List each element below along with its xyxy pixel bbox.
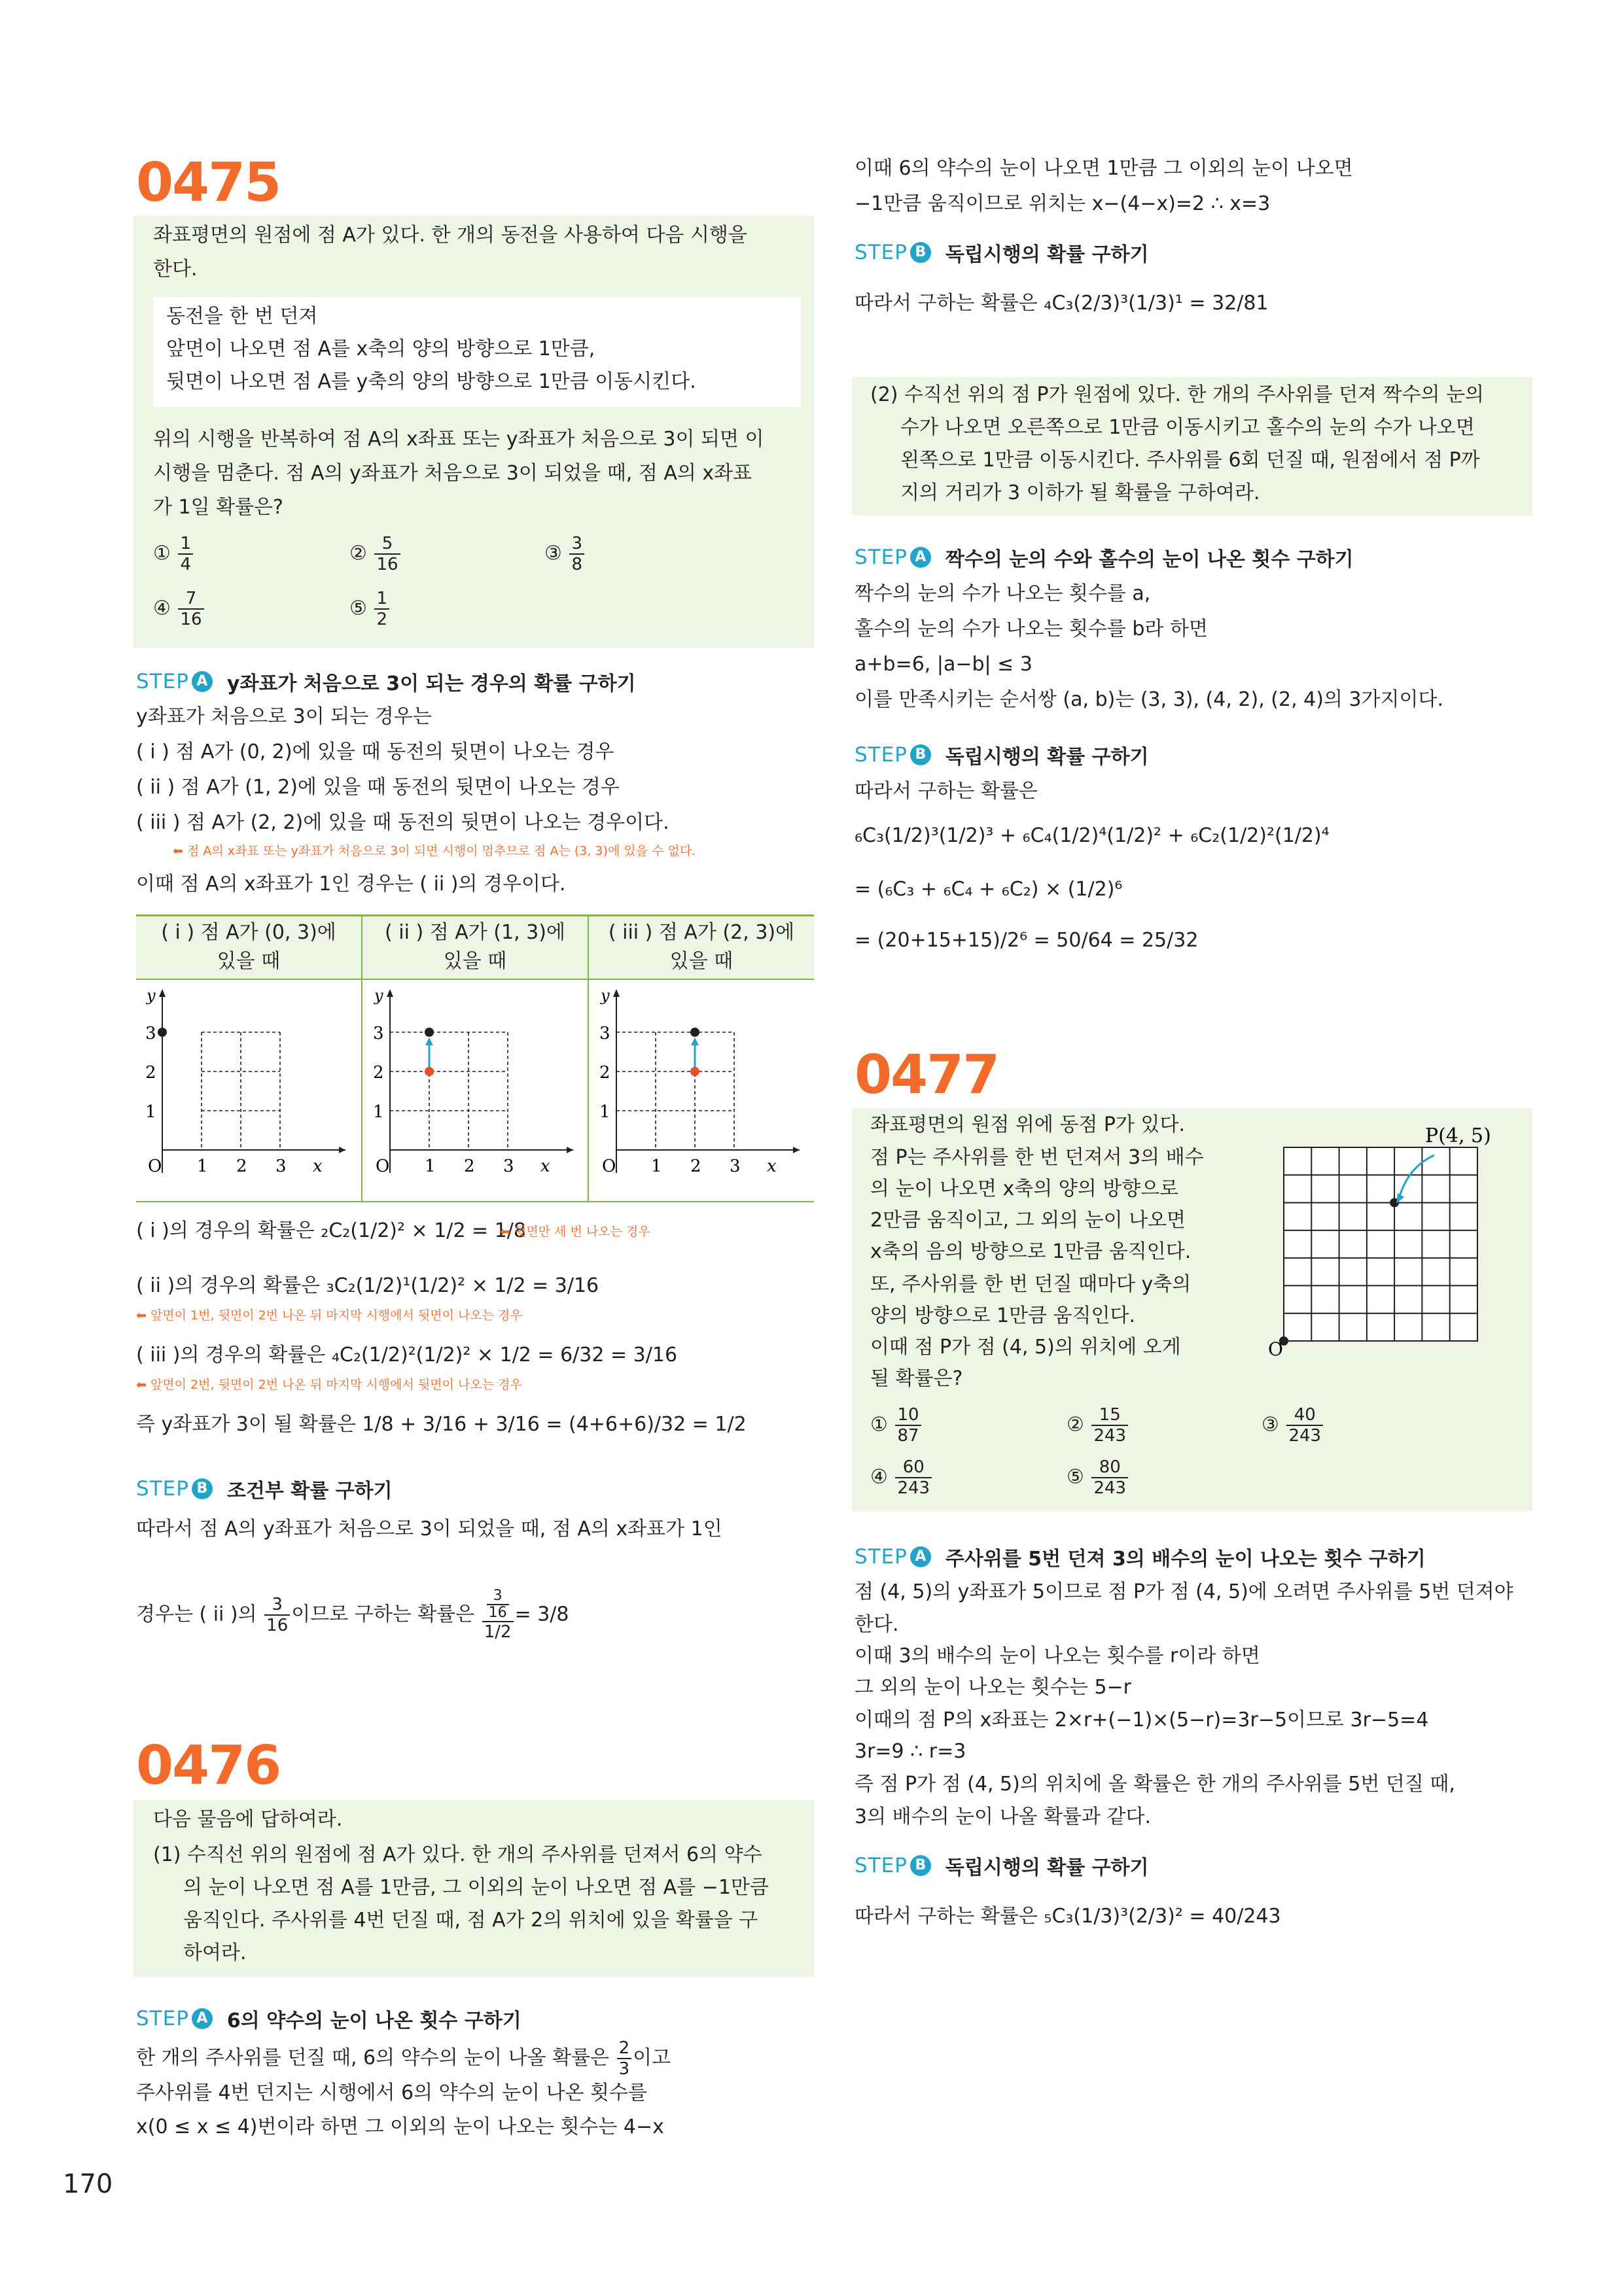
solution-text: 따라서 구하는 확률은 [855,780,1038,803]
solution-text: 이때의 점 P의 x좌표는 2×r+(−1)×(5−r)=3r−5이므로 3r−5=4 [855,1709,1429,1731]
problem-text: (1) 수직선 위의 원점에 점 A가 있다. 한 개의 주사위를 던져서 6의 약수 [153,1843,762,1866]
problem-text: 움직인다. 주사위를 4번 던질 때, 점 A가 2의 위치에 있을 확률을 구 [183,1909,758,1932]
step-b-heading: STEP B 독립시행의 확률 구하기 [855,743,1149,769]
problem-number-0475: 0475 [136,152,281,214]
solution-text: 따라서 구하는 확률은 ₅C₃(1/3)³(2/3)² = 40/243 [855,1905,1281,1928]
side-note: ⬅ 점 A의 x좌표 또는 y좌표가 처음으로 3이 되면 시행이 멈추므로 점 A는 (3, 3)에 있을 수 없다. [173,844,696,858]
problem-text: 의 눈이 나오면 점 A를 1만큼, 그 이외의 눈이 나오면 점 A를 −1만큼 [183,1876,769,1899]
tick-label: 2 [145,1063,156,1083]
question-text: 위의 시행을 반복하여 점 A의 x좌표 또는 y좌표가 처음으로 3이 되면 이 [153,428,764,451]
solution-text: ( iii ) 점 A가 (2, 2)에 있을 때 동전의 뒷면이 나오는 경우이다. [136,811,669,834]
solution-text: 따라서 구하는 확률은 ₄C₃(2/3)³(1/3)¹ = 32/81 [855,292,1269,315]
answer-option-1[interactable]: ① $\frac{10}{87}$ [870,1405,923,1446]
calc-note-3: ⬅ 앞면이 2번, 뒷면이 2번 나온 뒤 마지막 시행에서 뒷면이 나오는 경우 [136,1378,522,1392]
solution-text: y좌표가 처음으로 3이 되는 경우는 [136,705,432,728]
tick-label: 1 [425,1157,436,1176]
calc-line-1: ( i )의 경우의 확률은 ₂C₂(1/2)² × 1/2 = 1/8 [136,1219,526,1242]
answer-option-4[interactable]: ④ $\frac{60}{243}$ [870,1457,933,1498]
origin-label: O [602,1157,616,1176]
problem-number-0477: 0477 [855,1044,999,1106]
solution-text: = (₆C₃ + ₆C₄ + ₆C₂) × (1/2)⁶ [855,878,1123,901]
y-axis-label: y [374,986,383,1005]
tick-label: 2 [599,1063,610,1083]
solution-text: 한다. [855,1613,899,1636]
y-axis-label: y [601,986,610,1005]
answer-option-1[interactable]: ① $\frac{1}{4}$ [153,534,194,574]
cases-table [136,914,814,1202]
y-axis-label: y [147,986,156,1005]
question-text: 시행을 멈춘다. 점 A의 y좌표가 처음으로 3이 되었을 때, 점 A의 x좌표 [153,462,752,485]
tick-label: 3 [503,1157,514,1176]
question-text: 또, 주사위를 한 번 던질 때마다 y축의 [870,1273,1192,1296]
grid-figure [1244,1115,1532,1360]
calc-note-1: ⬅ 뒷면만 세 번 나오는 경우 [500,1225,650,1239]
problem-text: 하여라. [183,1941,247,1964]
solution-text: 따라서 점 A의 y좌표가 처음으로 3이 되었을 때, 점 A의 x좌표가 1인 [136,1518,722,1540]
tick-label: 2 [236,1157,247,1176]
question-text: 양의 방향으로 1만큼 움직인다. [870,1304,1135,1327]
problem-text: 한다. [153,258,198,281]
answer-option-5[interactable]: ⑤ $\frac{80}{243}$ [1067,1457,1129,1498]
step-a-heading: STEP A 주사위를 5번 던져 3의 배수의 눈이 나오는 횟수 구하기 [855,1545,1426,1571]
step-a-heading: STEP A y좌표가 처음으로 3이 되는 경우의 확률 구하기 [136,670,636,695]
graph-case-3 [599,986,806,1197]
x-axis-label: x [767,1157,777,1176]
question-text: 될 확률은? [870,1367,963,1390]
tick-label: 2 [690,1157,701,1176]
table-header-2: ( ii ) 점 A가 (1, 3)에 [385,921,565,944]
problem-text: 지의 거리가 3 이하가 될 확률을 구하여라. [900,481,1260,504]
step-a-heading: STEP A 6의 약수의 눈이 나온 횟수 구하기 [136,2007,521,2032]
calc-line-4: 즉 y좌표가 3이 될 확률은 1/8 + 3/16 + 3/16 = (4+6+6)/32 = 1/2 [136,1413,747,1436]
solution-text: ( i ) 점 A가 (0, 2)에 있을 때 동전의 뒷면이 나오는 경우 [136,740,614,763]
graph-case-2 [373,986,580,1197]
x-axis-label: x [540,1157,550,1176]
question-text: 가 1일 확률은? [153,496,283,519]
table-header-1: ( i ) 점 A가 (0, 3)에 [161,921,336,944]
table-header-3b: 있을 때 [669,950,733,973]
solution-text: −1만큼 움직이므로 위치는 x−(4−x)=2 ∴ x=3 [855,192,1271,215]
solution-text: 이때 6의 약수의 눈이 나오면 1만큼 그 이외의 눈이 나오면 [855,157,1353,180]
solution-text: a+b=6, |a−b| ≤ 3 [855,653,1033,676]
origin-label: O [376,1157,390,1176]
table-header-2b: 있을 때 [443,950,507,973]
tick-label: 1 [651,1157,662,1176]
answer-option-2[interactable]: ② $\frac{15}{243}$ [1067,1405,1129,1446]
solution-text: 그 외의 눈이 나오는 횟수는 5−r [855,1676,1132,1699]
answer-option-3[interactable]: ③ $\frac{3}{8}$ [544,534,586,574]
solution-text: 홀수의 눈의 수가 나오는 횟수를 b라 하면 [855,617,1208,640]
page-number: 170 [63,2169,113,2199]
answer-option-3[interactable]: ③ $\frac{40}{243}$ [1262,1405,1324,1446]
solution-text: 점 (4, 5)의 y좌표가 5이므로 점 P가 점 (4, 5)에 오려면 주사위를 5번 던져야 [855,1580,1513,1603]
problem-text: (2) 수직선 위의 점 P가 원점에 있다. 한 개의 주사위를 던져 짝수의 눈의 [870,383,1485,406]
tick-label: 2 [464,1157,475,1176]
tick-label: 3 [145,1024,156,1043]
table-header-1b: 있을 때 [217,950,281,973]
problem-text: 다음 물음에 답하여라. [153,1808,343,1831]
question-text: x축의 음의 방향으로 1만큼 움직인다. [870,1240,1192,1263]
rule-text: 뒷면이 나오면 점 A를 y축의 양의 방향으로 1만큼 이동시킨다. [166,370,696,393]
tick-label: 1 [599,1102,610,1122]
table-header-3: ( iii ) 점 A가 (2, 3)에 [608,921,795,944]
tick-label: 3 [730,1157,741,1176]
question-text: 점 P는 주사위를 한 번 던져서 3의 배수 [870,1146,1204,1169]
origin-label: O [1268,1338,1283,1360]
solution-text: 이때 점 A의 x좌표가 1인 경우는 ( ii )의 경우이다. [136,873,566,896]
tick-label: 1 [197,1157,208,1176]
question-text: 2만큼 움직이고, 그 외의 눈이 나오면 [870,1209,1186,1232]
answer-option-2[interactable]: ② $\frac{5}{16}$ [349,534,402,574]
tick-label: 2 [373,1063,384,1083]
question-text: 좌표평면의 원점 위에 동점 P가 있다. [870,1113,1186,1136]
tick-label: 3 [275,1157,287,1176]
solution-text: 짝수의 눈의 수가 나오는 횟수를 a, [855,582,1151,605]
step-b-heading: STEP B 독립시행의 확률 구하기 [855,241,1149,266]
question-text: 의 눈이 나오면 x축의 양의 방향으로 [870,1177,1179,1200]
answer-option-5[interactable]: ⑤ $\frac{1}{2}$ [349,589,391,629]
point-label: P(4, 5) [1425,1124,1491,1147]
solution-text: = (20+15+15)/2⁶ = 50/64 = 25/32 [855,929,1199,952]
tick-label: 1 [145,1102,156,1122]
rule-text: 동전을 한 번 던져 [166,305,318,328]
problem-text: 수가 나오면 오른쪽으로 1만큼 이동시키고 홀수의 눈의 수가 나오면 [900,416,1475,439]
solution-text: 이때 3의 배수의 눈이 나오는 횟수를 r이라 하면 [855,1644,1260,1667]
tick-label: 3 [599,1024,610,1043]
question-text: 이때 점 P가 점 (4, 5)의 위치에 오게 [870,1336,1181,1359]
step-b-heading: STEP B 조건부 확률 구하기 [136,1477,393,1503]
solution-text: ₆C₃(1/2)³(1/2)³ + ₆C₄(1/2)⁴(1/2)² + ₆C₂(1/2)²(1/2)⁴ [855,824,1330,847]
solution-text: 경우는 ( ii )의 $\frac{3}{16}$ 이므로 구하는 확률은 $\frac{\frac{3}{16}}{1/2}$ = 3/8 [136,1588,569,1642]
solution-text: 3r=9 ∴ r=3 [855,1740,966,1763]
tick-label: 1 [373,1102,384,1122]
problem-text: 좌표평면의 원점에 점 A가 있다. 한 개의 동전을 사용하여 다음 시행을 [153,224,747,247]
solution-text: 한 개의 주사위를 던질 때, 6의 약수의 눈이 나올 확률은 $\frac{2}{3}$ 이고 [136,2038,671,2079]
solution-text: 주사위를 4번 던지는 시행에서 6의 약수의 눈이 나온 횟수를 [136,2081,648,2104]
calc-line-3: ( iii )의 경우의 확률은 ₄C₂(1/2)²(1/2)² × 1/2 = 6/32 = 3/16 [136,1344,678,1366]
solution-text: 이를 만족시키는 순서쌍 (a, b)는 (3, 3), (4, 2), (2, 4)의 3가지이다. [855,688,1443,711]
tick-label: 3 [373,1024,384,1043]
solution-text: 3의 배수의 눈이 나올 확률과 같다. [855,1805,1152,1828]
step-b-heading: STEP B 독립시행의 확률 구하기 [855,1854,1149,1879]
calc-note-2: ⬅ 앞면이 1번, 뒷면이 2번 나온 뒤 마지막 시행에서 뒷면이 나오는 경우 [136,1308,522,1323]
rule-text: 앞면이 나오면 점 A를 x축의 양의 방향으로 1만큼, [166,338,595,360]
graph-case-1 [145,986,352,1197]
solution-text: x(0 ≤ x ≤ 4)번이라 하면 그 이외의 눈이 나오는 횟수는 4−x [136,2115,664,2138]
origin-label: O [148,1157,162,1176]
solution-text: ( ii ) 점 A가 (1, 2)에 있을 때 동전의 뒷면이 나오는 경우 [136,776,620,799]
problem-number-0476: 0476 [136,1735,281,1797]
step-a-heading: STEP A 짝수의 눈의 수와 홀수의 눈이 나온 횟수 구하기 [855,546,1354,571]
calc-line-2: ( ii )의 경우의 확률은 ₃C₂(1/2)¹(1/2)² × 1/2 = 3/16 [136,1274,599,1297]
solution-text: 즉 점 P가 점 (4, 5)의 위치에 올 확률은 한 개의 주사위를 5번 던질 때, [855,1773,1455,1796]
x-axis-label: x [313,1157,323,1176]
answer-option-4[interactable]: ④ $\frac{7}{16}$ [153,589,205,629]
problem-text: 왼쪽으로 1만큼 이동시킨다. 주사위를 6회 던질 때, 원점에서 점 P까 [900,449,1480,472]
